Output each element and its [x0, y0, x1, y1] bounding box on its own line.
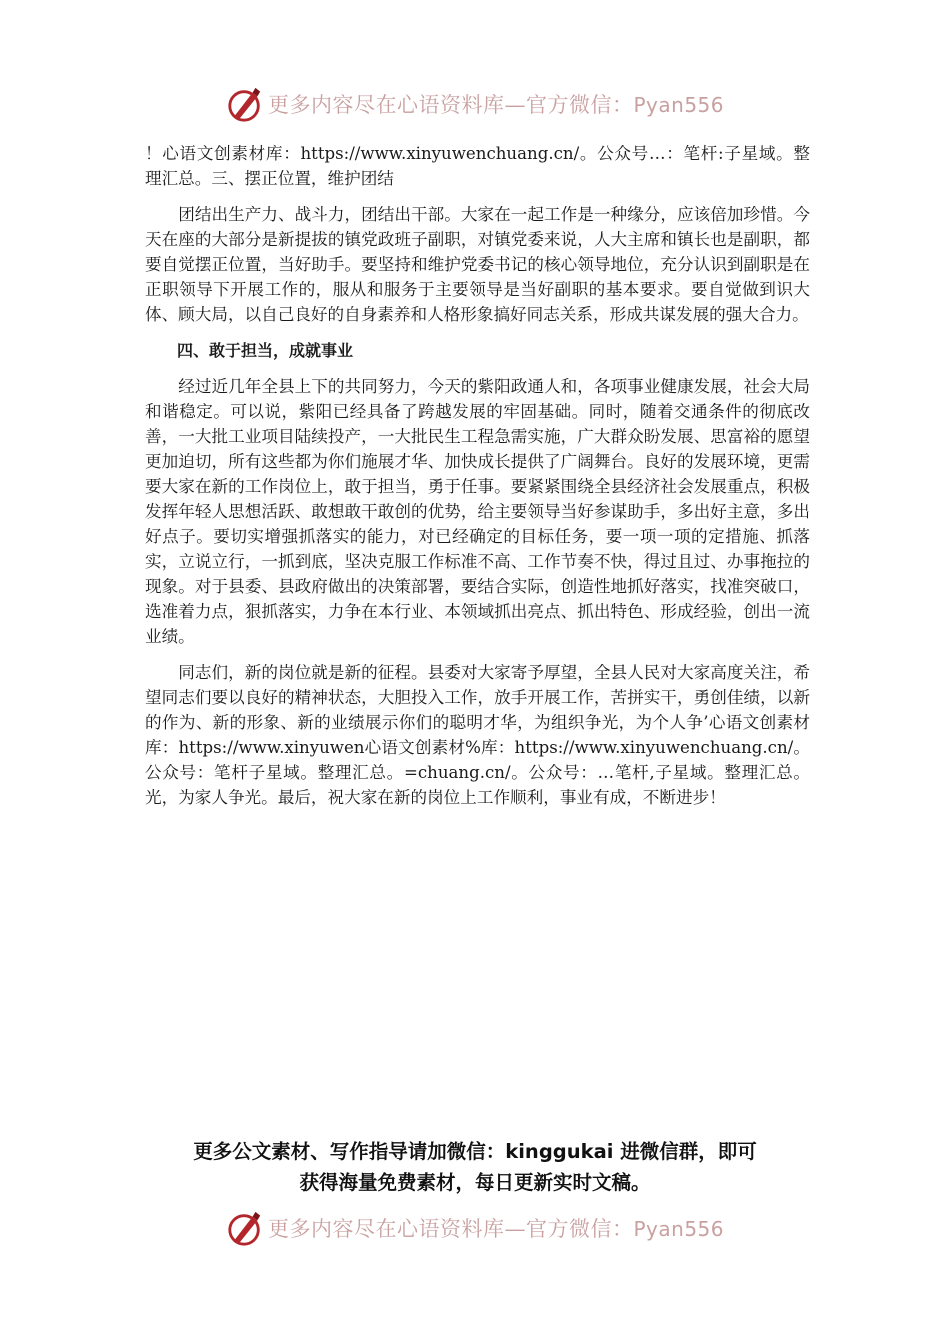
footer-promo-note	[145, 1136, 805, 1198]
header-banner-text: 更多内容尽在心语资料库—官方微信：Pyan556	[268, 93, 725, 117]
footer-banner-text: 更多内容尽在心语资料库—官方微信：Pyan556	[268, 1217, 725, 1241]
footer-promo-line-1: 更多公文素材、写作指导请加微信：kinggukai 进微信群，即可	[193, 1140, 757, 1163]
header-banner-wechat: Pyan556	[633, 93, 725, 117]
section-heading-4: 四、敢于担当，成就事业	[177, 341, 354, 360]
paragraph-3: 经过近几年全县上下的共同努力，今天的紫阳政通人和，各项事业健康发展，社会大局和谐稳定。可以说，紫阳已经具备了跨越发展的牢固基础。同时，随着交通条件的彻底改善，一大批工业项目陆续投产，一大批民生工程急需实施，广大群众盼发展、思富裕的愿望更加迫切，所有这些都为你们施展才华、加快成长提供了广阔舞台。良好的发展环境，更需要大家在新的工作岗位上，敢于担当，勇于任事。要紧紧围绕全县经济社会发展重点，积极发挥年轻人思想活跃、敢想敢干敢创的优势，给主要领导当好参谋助手，多出好主意，多出好点子。要切实增强抓落实的能力，对已经确定的目标任务，要一项一项的定措施、抓落实，立说立行，一抓到底，坚决克服工作标准不高、工作节奏不快，得过且过、办事拖拉的现象。对于县委、县政府做出的决策部署，要结合实际，创造性地抓好落实，找准突破口，选准着力点，狠抓落实，力争在本行业、本领域抓出亮点、抓出特色、形成经验，创出一流业绩。	[145, 377, 810, 646]
footer-banner	[226, 1208, 724, 1248]
paragraph-2: 团结出生产力、战斗力，团结出干部。大家在一起工作是一种缘分，应该倍加珍惜。今天在座的大部分是新提拔的镇党政班子副职，对镇党委来说，人大主席和镇长也是副职，都要自觉摆正位置，当好助手。要坚持和维护党委书记的核心领导地位，充分认识到副职是在正职领导下开展工作的，服从和服务于主要领导是当好副职的基本要求。要自觉做到识大体、顾大局，以自己良好的自身素养和人格形象搞好同志关系，形成共谋发展的强大合力。	[145, 205, 810, 324]
header-banner	[226, 84, 724, 124]
paragraph-1: ！心语文创素材库：https://www.xinyuwenchuang.cn/。公众号…：笔杆:子星域。整理汇总。三、摆正位置，维护团结	[145, 144, 810, 188]
pen-logo-icon	[226, 85, 264, 123]
paragraph-4: 同志们，新的岗位就是新的征程。县委对大家寄予厚望，全县人民对大家高度关注，希望同志们要以良好的精神状态，大胆投入工作，放手开展工作，苦拼实干，勇创佳绩，以新的作为、新的形象、新的业绩展示你们的聪明才华，为组织争光，为个人争’心语文创素材库：https://www.xinyuwen心语文创素材%库：https://www.xinyuwenchuang.cn/。公众号：笔杆子星域。整理汇总。=chuang.cn/。公众号：…笔杆,子星域。整理汇总。光，为家人争光。最后，祝大家在新的岗位上工作顺利，事业有成，不断进步！	[145, 663, 810, 807]
footer-promo-line-2: 获得海量免费素材，每日更新实时文稿。	[299, 1171, 651, 1194]
document-body	[145, 141, 810, 821]
footer-banner-wechat: Pyan556	[633, 1217, 725, 1241]
pen-logo-icon	[226, 1209, 264, 1247]
